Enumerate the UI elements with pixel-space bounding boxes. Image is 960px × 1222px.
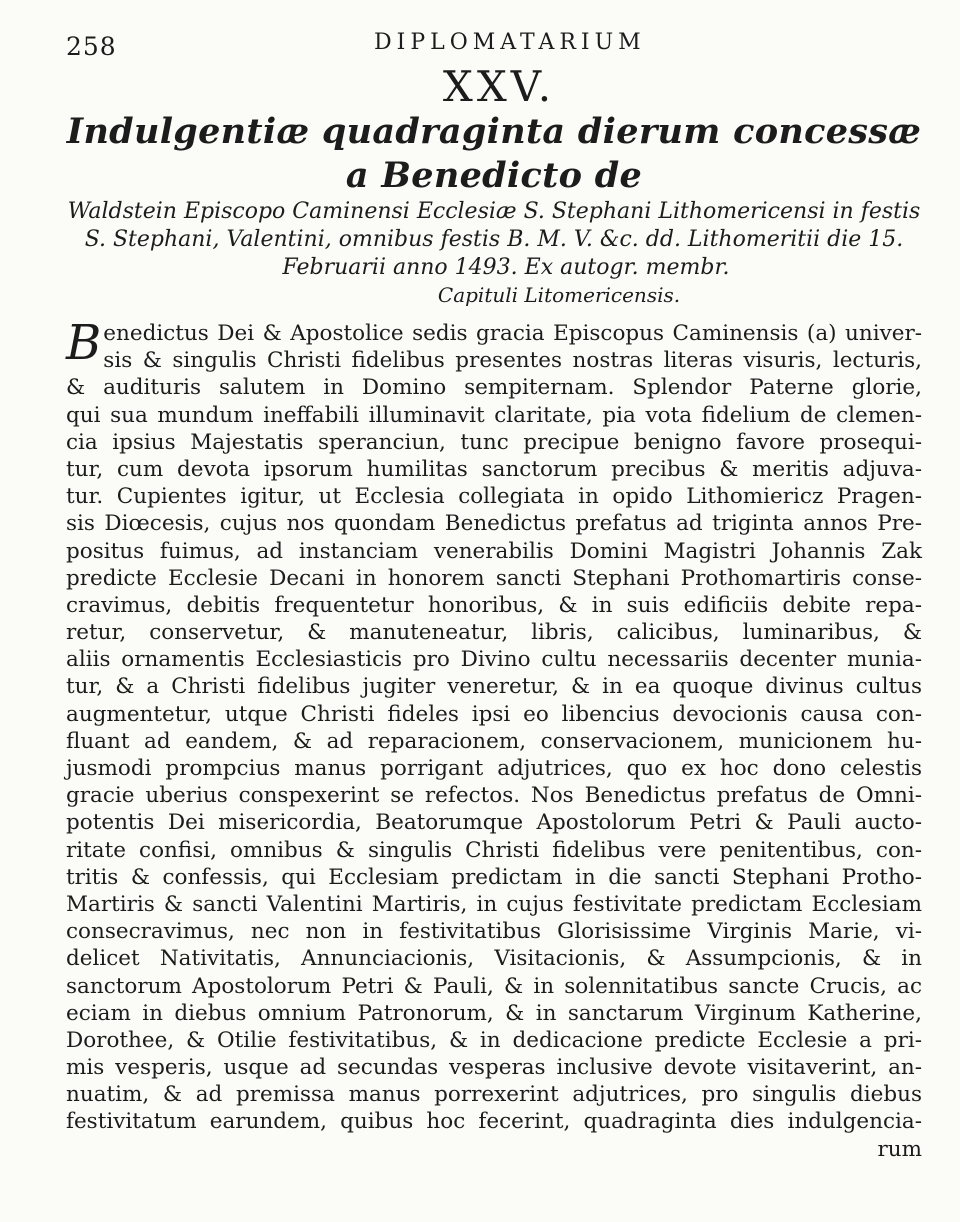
text-line: sis Diœcesis, cujus nos quondam Benedictus prefatus ad triginta annos Pre- <box>66 511 922 537</box>
title-line: Waldstein Episcopo Caminensi Ecclesiæ S. Stephani Lithomericensi in festis <box>67 199 921 224</box>
text-line: Dorothee, & Otilie festivitatibus, & in dedicacione predicte Ecclesie a pri- <box>66 1027 922 1053</box>
text-line: fluant ad eandem, & ad reparacionem, conservacionem, municionem hu- <box>66 728 922 754</box>
text-line: tur, cum devota ipsorum humilitas sanctorum precibus & meritis adjuva- <box>66 456 922 482</box>
text-line: delicet Nativitatis, Annunciacionis, Visitacionis, & Assumpcionis, & in <box>66 946 922 972</box>
text-line: cravimus, debitis frequentetur honoribus, & in suis edificiis debite repa- <box>66 592 922 618</box>
charter-body <box>66 315 922 1163</box>
text-line: cia ipsius Majestatis speranciun, tunc precipue benigno favore prosequi- <box>66 429 922 455</box>
title-main: Indulgentiæ quadraginta dierum concessæ a Benedicto de <box>66 111 922 196</box>
drop-cap: B <box>66 315 102 371</box>
text-line: tur, & a Christi fidelibus jugiter veneretur, & in ea quoque divinus cultus <box>66 674 922 700</box>
catchword: rum <box>877 1136 922 1162</box>
text-line: predicte Ecclesie Decani in honorem sancti Stephani Prothomartiris conse- <box>66 565 922 591</box>
text-line: gracie uberius conspexerint se refectos. Nos Benedictus prefatus de Omni- <box>66 783 922 809</box>
running-head: DIPLOMATARIUM <box>374 30 646 55</box>
text-line: qui sua mundum ineffabili illuminavit claritate, pia vota fidelium de clemen- <box>66 402 922 428</box>
page-number: 258 <box>66 32 117 61</box>
title-line: S. Stephani, Valentini, omnibus festis B. M. V. &c. dd. Lithomeritii die 15. <box>84 227 904 252</box>
text-line: Martiris & sancti Valentini Martiris, in cujus festivitate predictam Ecclesiam <box>66 891 922 917</box>
text-line: tritis & confessis, qui Ecclesiam predictam in die sancti Stephani Protho- <box>66 864 922 890</box>
text-line: eciam in diebus omnium Patronorum, & in sanctarum Virginum Katherine, <box>66 1000 922 1026</box>
charter-number: XXV. <box>442 62 556 111</box>
text-line: tur. Cupientes igitur, ut Ecclesia collegiata in opido Lithomiericz Pragen- <box>66 484 922 510</box>
text-line: potentis Dei misericordia, Beatorumque Apostolorum Petri & Pauli aucto- <box>66 810 922 836</box>
text-line: augmentetur, utque Christi fideles ipsi eo libencius devocionis causa con- <box>66 701 922 727</box>
charter-title <box>66 110 922 308</box>
text-line: jusmodi prompcius manus porrigant adjutrices, quo ex hoc dono celestis <box>66 756 922 781</box>
title-line: Februarii anno 1493. Ex autogr. membr. <box>282 255 730 280</box>
text-line: enedictus Dei & Apostolice sedis gracia Episcopus Caminensis (a) univer- <box>103 321 922 346</box>
text-line: mis vesperis, usque ad secundas vesperas inclusive devote visitaverint, an- <box>66 1055 922 1081</box>
text-line: sis & singulis Christi fidelibus presentes nostras literas visuris, lecturis, <box>103 348 922 374</box>
text-line: retur, conservetur, & manuteneatur, libris, calicibus, luminaribus, & <box>66 620 922 646</box>
text-line: & audituris salutem in Domino sempiternam. Splendor Paterne glorie, <box>66 375 922 401</box>
text-line: consecravimus, nec non in festivitatibus Glorisissime Virginis Marie, vi- <box>66 919 922 945</box>
text-line: positus fuimus, ad instanciam venerabilis Domini Magistri Johannis Zak <box>66 538 922 564</box>
text-line: festivitatum earundem, quibus hoc fecerint, quadraginta dies indulgencia- <box>66 1109 922 1135</box>
page-header <box>66 22 922 60</box>
text-line: aliis ornamentis Ecclesiasticis pro Divino cultu necessariis decenter muniа- <box>66 647 922 673</box>
text-line: ritate confisi, omnibus & singulis Christi fidelibus vere penitentibus, con- <box>66 837 922 863</box>
text-line: nuatim, & ad premissa manus porrexerint adjutrices, pro singulis diebus <box>66 1082 922 1108</box>
title-source: Capituli Litomericensis. <box>437 283 681 307</box>
text-line: sanctorum Apostolorum Petri & Pauli, & in solennitatibus sancte Crucis, ac <box>66 973 922 999</box>
